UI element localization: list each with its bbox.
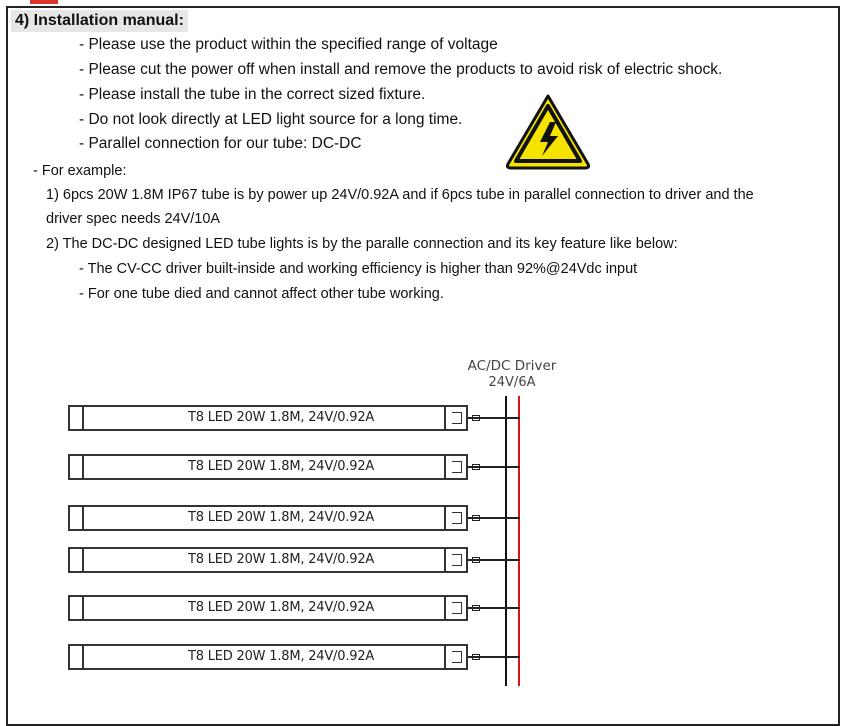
driver-spec: 24V/6A <box>488 375 536 390</box>
led-tube <box>68 595 446 621</box>
tube-label: T8 LED 20W 1.8M, 24V/0.92A <box>188 459 375 474</box>
tube-connector <box>446 454 468 480</box>
feature-item: - The CV-CC driver built-inside and working efficiency is higher than 92%@24Vdc input <box>79 261 638 277</box>
manual-item: - Please use the product within the specified range of voltage <box>79 36 498 53</box>
wire-terminal <box>472 515 480 521</box>
tube-label: T8 LED 20W 1.8M, 24V/0.92A <box>188 510 375 525</box>
tube-label: T8 LED 20W 1.8M, 24V/0.92A <box>188 552 375 567</box>
tube-label: T8 LED 20W 1.8M, 24V/0.92A <box>188 649 375 664</box>
tube-end-cap <box>70 505 84 531</box>
negative-rail <box>505 396 507 686</box>
wire-terminal <box>472 654 480 660</box>
tube-end-cap <box>70 405 84 431</box>
driver-title: AC/DC Driver <box>467 358 557 374</box>
tube-end-cap <box>70 595 84 621</box>
tube-connector <box>446 547 468 573</box>
positive-rail <box>518 396 520 686</box>
tube-connector <box>446 644 468 670</box>
wire-terminal <box>472 605 480 611</box>
led-tube <box>68 454 446 480</box>
wire-terminal <box>472 415 480 421</box>
tube-end-cap <box>70 454 84 480</box>
led-tube <box>68 644 446 670</box>
tube-label: T8 LED 20W 1.8M, 24V/0.92A <box>188 410 375 425</box>
manual-item: - Do not look directly at LED light source for a long time. <box>79 111 463 128</box>
wire-terminal <box>472 464 480 470</box>
feature-item: - For one tube died and cannot affect other tube working. <box>79 286 444 302</box>
example-1-text-cont: driver spec needs 24V/10A <box>46 211 221 227</box>
tube-connector <box>446 405 468 431</box>
example-1-text: 1) 6pcs 20W 1.8M IP67 tube is by power up 24V/0.92A and if 6pcs tube in parallel connection to driver and the <box>46 187 754 203</box>
example-label: - For example: <box>33 163 127 179</box>
tube-connector <box>446 595 468 621</box>
wire-terminal <box>472 557 480 563</box>
tube-label: T8 LED 20W 1.8M, 24V/0.92A <box>188 600 375 615</box>
manual-item: - Please cut the power off when install and remove the products to avoid risk of electric shock. <box>79 61 723 78</box>
led-tube <box>68 505 446 531</box>
led-tube <box>68 405 446 431</box>
tube-connector <box>446 505 468 531</box>
led-tube <box>68 547 446 573</box>
manual-item: - Parallel connection for our tube: DC-DC <box>79 135 362 152</box>
section-heading: 4) Installation manual: <box>11 10 188 32</box>
tube-end-cap <box>70 644 84 670</box>
wiring-diagram <box>0 350 850 707</box>
manual-item: - Please install the tube in the correct sized fixture. <box>79 86 426 103</box>
top-rule <box>0 0 850 5</box>
example-2-text: 2) The DC-DC designed LED tube lights is by the paralle connection and its key feature like below: <box>46 236 678 252</box>
high-voltage-warning-icon <box>504 92 592 170</box>
tube-end-cap <box>70 547 84 573</box>
top-red-mark <box>30 0 58 4</box>
